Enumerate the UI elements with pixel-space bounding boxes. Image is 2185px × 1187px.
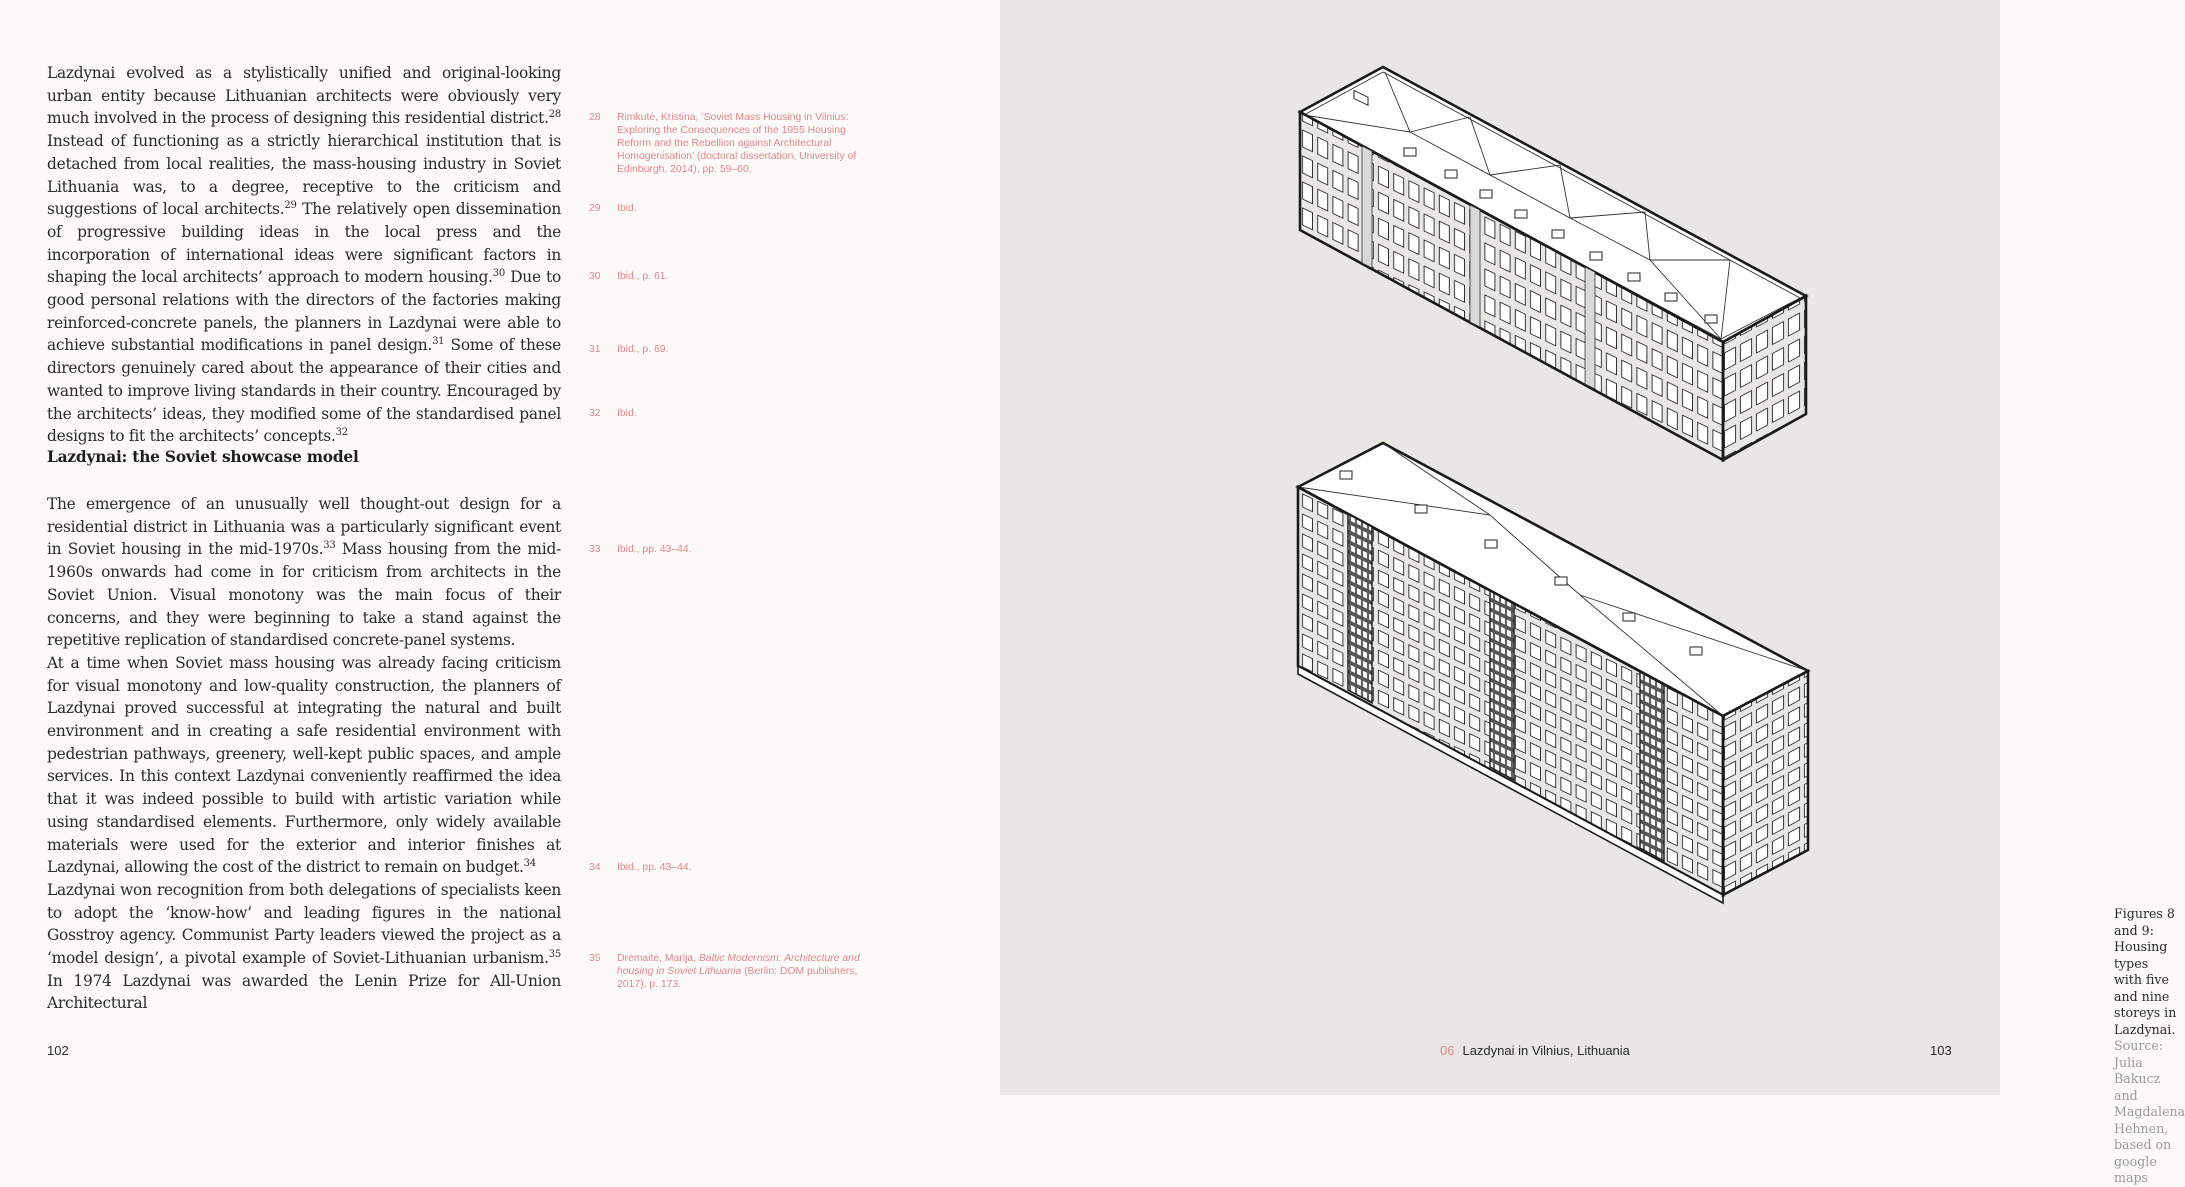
running-header (1440, 1043, 1630, 1058)
paragraph-2: The emergence of an unusually well thought-out design for a residential district in Lithuania was a particularly significant event in Soviet housing in the mid-1970s.$^{33}$ Mass housing from the mid-1960s onwards had come in for criticism from architects in the Soviet Union. Visual monotony was the main focus of their concerns, and they were beginning to take a stand against the repetitive replication of standardised concrete-panel systems. (47, 495, 561, 650)
caption-line-3: with five and nine storeys in Lazdynai. (2114, 972, 2177, 1037)
paragraph-4: Lazdynai won recognition from both delegations of specialists keen to adopt the ‘know-how’ and leading figures in the national Gosstroy agency. Communist Party leaders viewed the project as a ‘model design’, a pivotal example of Soviet-Lithuanian urbanism.$^{35}$ In 1974 Lazdynai was awarded the Lenin Prize for All-Union Architectural (47, 880, 561, 1013)
left-page (0, 0, 1000, 1095)
footnote-30: 30 Ibid., p. 61. (589, 271, 669, 282)
caption-line-2: Housing types (2114, 939, 2168, 971)
footnote-31: 31 Ibid., p. 69. (589, 344, 669, 355)
section-heading: Lazdynai: the Soviet showcase model (47, 448, 359, 466)
body-text-block-2 (47, 493, 561, 1015)
footnote-ref: 30 (492, 268, 506, 280)
footnote-29: 29 Ibid. (589, 203, 637, 214)
figure-caption (2114, 906, 2185, 1187)
chapter-title: Lazdynai in Vilnius, Lithuania (1462, 1043, 1630, 1058)
page-number-left: 102 (47, 1043, 69, 1058)
right-page (1000, 0, 2185, 1185)
caption-source-1: Source: Julia Bakucz and Magdalena Hehnen, (2114, 1038, 2185, 1136)
footnote-ref: 28 (548, 109, 561, 121)
footnote-ref: 32 (335, 427, 348, 439)
paragraph-3: At a time when Soviet mass housing was already facing criticism for visual monotony and low-quality construction, the planners of Lazdynai proved successful at integrating the natural and built environment and in creating a safe residential environment with pedestrian pathways, greenery, well-kept public spaces, and ample services. In this context Lazdynai conveniently reaffirmed the idea that it was indeed possible to build with artistic variation while using standardised elements. Furthermore, only widely available materials were used for the exterior and interior finishes at Lazdynai, allowing the cost of the district to remain on budget.$^{34}$ (47, 653, 561, 877)
footnote-ref: 31 (432, 336, 445, 348)
footnote-32: 32 Ibid. (589, 408, 637, 419)
footnote-ref: 33 (323, 540, 336, 552)
footnote-ref: 35 (548, 948, 561, 960)
chapter-number: 06 (1440, 1043, 1455, 1058)
caption-source-2: based on google maps (2114, 1137, 2172, 1185)
paragraph-1: Lazdynai evolved as a stylistically unified and original-looking urban entity because Lithuanian architects were obviously very much involved in the process of designing this residential district.$^{28}$ Instead of functioning as a strictly hierarchical institution that is detached from local realities, the mass-housing industry in Soviet Lithuania was, to a degree, receptive to the criticism and suggestions of local architects.$^{29}$ The relatively open dissemination of progressive building ideas in the local press and the incorporation of international ideas were significant factors in shaping the local architects’ approach to modern housing.$^{30}$ Due to good personal relations with the directors of the factories making reinforced-concrete panels, the planners in Lazdynai were able to achieve substantial modifications in panel design.$^{31}$ Some of these directors genuinely cared about the appearance of their cities and wanted to improve living standards in their country. Encouraged by the architects’ ideas, they modified some of the standardised panel designs to fit the architects’ concepts.$^{32}$ (47, 64, 562, 446)
footnote-34: 34 Ibid., pp. 43–44. (589, 862, 692, 873)
nine-storey-building-drawing (1290, 435, 1830, 905)
body-text-block-1 (47, 62, 561, 448)
footnote-33: 33 Ibid., pp. 43–44. (589, 544, 692, 555)
book-title: Baltic Modernism: Architecture and housing in Soviet Lithuania (617, 953, 860, 977)
footnote-28: 28 Rimkutė, Kristina, ‘Soviet Mass Housing in Vilnius: Exploring the Consequences of the 1955 Housing Reform and the Rebellion against Architectural Homogenisation’ (doctoral dissertation, University of Edinburgh, 2014), pp. 59–60. (589, 112, 857, 175)
caption-line-1: Figures 8 and 9: (2114, 906, 2175, 938)
footnote-ref: 29 (284, 200, 297, 212)
footnote-ref: 34 (523, 858, 536, 870)
page-number-right: 103 (1930, 1043, 1952, 1058)
five-storey-building-drawing (1290, 60, 1830, 470)
footnote-35: 35 Drėmaitė, Marija, Baltic Modernism: Architecture and housing in Soviet Lithuania (Berlin: DOM publishers, 2017), p. 173. (589, 953, 860, 990)
